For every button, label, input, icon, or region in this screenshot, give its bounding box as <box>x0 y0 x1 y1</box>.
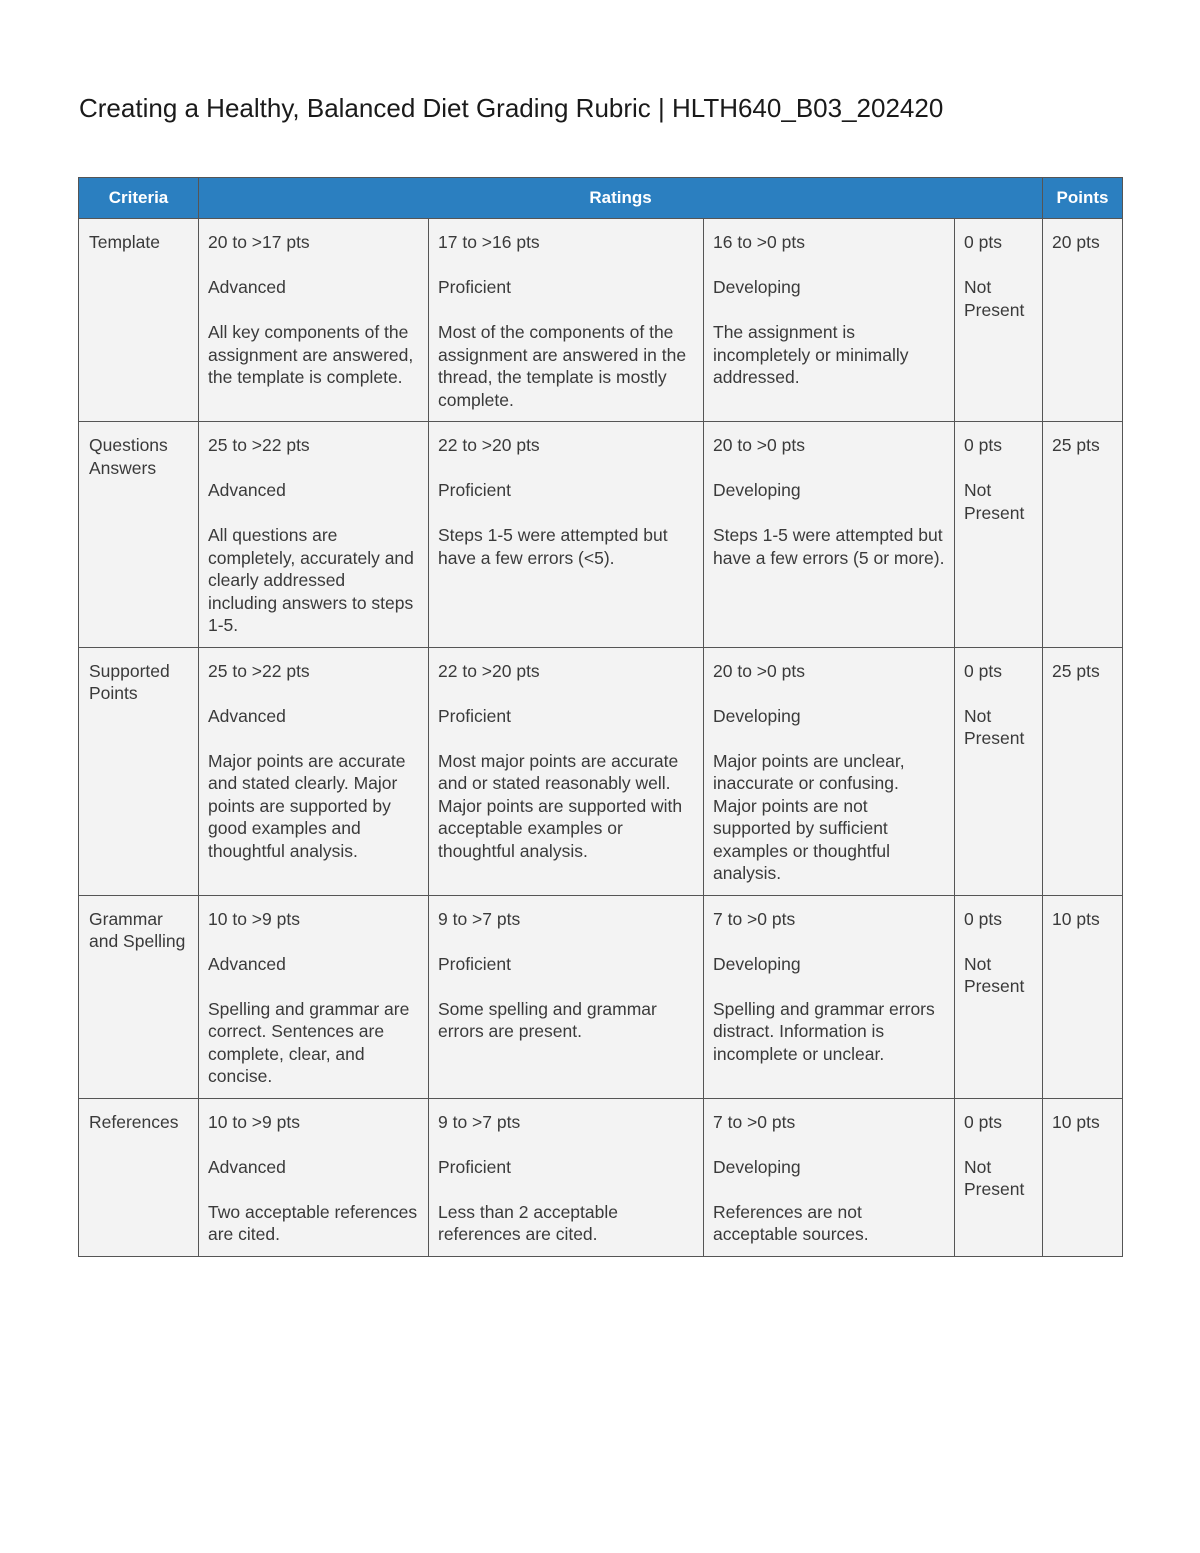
rating-range: 20 to >17 pts <box>208 232 310 252</box>
rating-range: 7 to >0 pts <box>713 1111 796 1132</box>
rating-description: Major points are unclear, inaccurate or confusing. Major points are not supported by sufficient examples or thoughtful analysis. <box>713 750 905 883</box>
rating-range: 0 pts <box>964 435 1002 455</box>
rating-description: All questions are completely, accurately and clearly addressed including answers to steps 1-5. <box>208 525 414 635</box>
rating-range: 16 to >0 pts <box>713 232 805 252</box>
rating-range: 20 to >0 pts <box>713 660 805 681</box>
rating-level: Advanced <box>208 953 286 974</box>
rating-description: Spelling and grammar are correct. Sentences are complete, clear, and concise. <box>208 998 410 1086</box>
rating-description: Major points are accurate and stated clearly. Major points are supported by good examples and thoughtful analysis. <box>208 750 406 861</box>
points-cell: 20 pts <box>1043 219 1123 422</box>
rating-level: Proficient <box>438 1156 511 1177</box>
rating-range: 22 to >20 pts <box>438 435 540 455</box>
points-cell: 10 pts <box>1043 895 1123 1098</box>
rating-range: 25 to >22 pts <box>208 435 310 455</box>
rating-cell <box>704 422 955 648</box>
rating-level: Not Present <box>964 480 1025 523</box>
rating-description: Steps 1-5 were attempted but have a few errors (5 or more). <box>713 525 945 568</box>
rating-description: Two acceptable references are cited. <box>208 1201 418 1244</box>
rating-level: Advanced <box>208 480 286 500</box>
rating-range: 0 pts <box>964 660 1002 681</box>
rating-range: 9 to >7 pts <box>438 1111 521 1132</box>
criterion-cell: Supported Points <box>79 647 199 895</box>
rating-cell <box>704 895 955 1098</box>
rating-level: Proficient <box>438 480 511 500</box>
table-row <box>79 895 1123 1098</box>
table-header-row <box>79 178 1123 219</box>
rating-level: Developing <box>713 705 801 726</box>
table-row <box>79 219 1123 422</box>
rating-cell <box>199 1098 429 1256</box>
rating-cell <box>199 895 429 1098</box>
rating-range: 25 to >22 pts <box>208 660 310 681</box>
rating-cell <box>955 1098 1043 1256</box>
criterion-cell: References <box>79 1098 199 1256</box>
rating-level: Advanced <box>208 1156 286 1177</box>
rating-range: 0 pts <box>964 1111 1002 1132</box>
rating-range: 22 to >20 pts <box>438 660 540 681</box>
rating-description: Spelling and grammar errors distract. Information is incomplete or unclear. <box>713 998 935 1064</box>
rating-cell <box>955 422 1043 648</box>
rating-level: Proficient <box>438 953 511 974</box>
rating-level: Not Present <box>964 277 1025 320</box>
rating-level: Developing <box>713 277 801 297</box>
rating-cell <box>955 647 1043 895</box>
rating-level: Advanced <box>208 705 286 726</box>
page-title: Creating a Healthy, Balanced Diet Grading Rubric | HLTH640_B03_202420 <box>79 93 944 123</box>
rating-level: Proficient <box>438 277 511 297</box>
rating-cell <box>429 647 704 895</box>
rating-range: 10 to >9 pts <box>208 1111 300 1132</box>
rating-cell <box>429 895 704 1098</box>
rating-description: Most major points are accurate and or stated reasonably well. Major points are supported with acceptable examples or thoughtful analysis. <box>438 750 683 861</box>
rating-range: 0 pts <box>964 908 1002 929</box>
rating-range: 0 pts <box>964 232 1002 252</box>
rating-level: Proficient <box>438 705 511 726</box>
rating-description: Steps 1-5 were attempted but have a few errors (<5). <box>438 525 668 568</box>
rating-level: Developing <box>713 1156 801 1177</box>
rating-range: 7 to >0 pts <box>713 908 796 929</box>
rating-level: Not Present <box>964 705 1025 748</box>
header-ratings: Ratings <box>199 178 1043 219</box>
rating-description: Less than 2 acceptable references are cited. <box>438 1201 618 1244</box>
points-cell: 25 pts <box>1043 647 1123 895</box>
criterion-cell: Questions Answers <box>79 422 199 648</box>
rating-cell <box>704 1098 955 1256</box>
rating-cell <box>704 647 955 895</box>
criterion-cell: Template <box>79 219 199 422</box>
rating-cell <box>199 647 429 895</box>
rating-cell <box>955 219 1043 422</box>
rating-level: Developing <box>713 480 801 500</box>
rating-cell <box>429 219 704 422</box>
rating-range: 9 to >7 pts <box>438 908 521 929</box>
rating-cell <box>429 422 704 648</box>
rating-level: Advanced <box>208 277 286 297</box>
table-row <box>79 1098 1123 1256</box>
rating-description: Some spelling and grammar errors are present. <box>438 998 657 1041</box>
rating-cell <box>704 219 955 422</box>
table-row <box>79 422 1123 648</box>
table-row <box>79 647 1123 895</box>
criterion-cell: Grammar and Spelling <box>79 895 199 1098</box>
rating-description: The assignment is incompletely or minimally addressed. <box>713 322 909 387</box>
header-criteria: Criteria <box>79 178 199 219</box>
rating-level: Developing <box>713 953 801 974</box>
rating-description: All key components of the assignment are answered, the template is complete. <box>208 322 414 387</box>
rating-description: Most of the components of the assignment are answered in the thread, the template is mostly complete. <box>438 322 687 410</box>
rating-range: 17 to >16 pts <box>438 232 540 252</box>
rating-level: Not Present <box>964 1156 1025 1199</box>
rating-cell <box>199 422 429 648</box>
rating-cell <box>955 895 1043 1098</box>
header-points: Points <box>1043 178 1123 219</box>
points-cell: 25 pts <box>1043 422 1123 648</box>
points-cell: 10 pts <box>1043 1098 1123 1256</box>
rating-range: 20 to >0 pts <box>713 435 805 455</box>
rating-description: References are not acceptable sources. <box>713 1201 869 1244</box>
rating-range: 10 to >9 pts <box>208 908 300 929</box>
rubric-table <box>78 177 1123 1257</box>
rating-cell <box>199 219 429 422</box>
rating-cell <box>429 1098 704 1256</box>
rating-level: Not Present <box>964 953 1025 996</box>
